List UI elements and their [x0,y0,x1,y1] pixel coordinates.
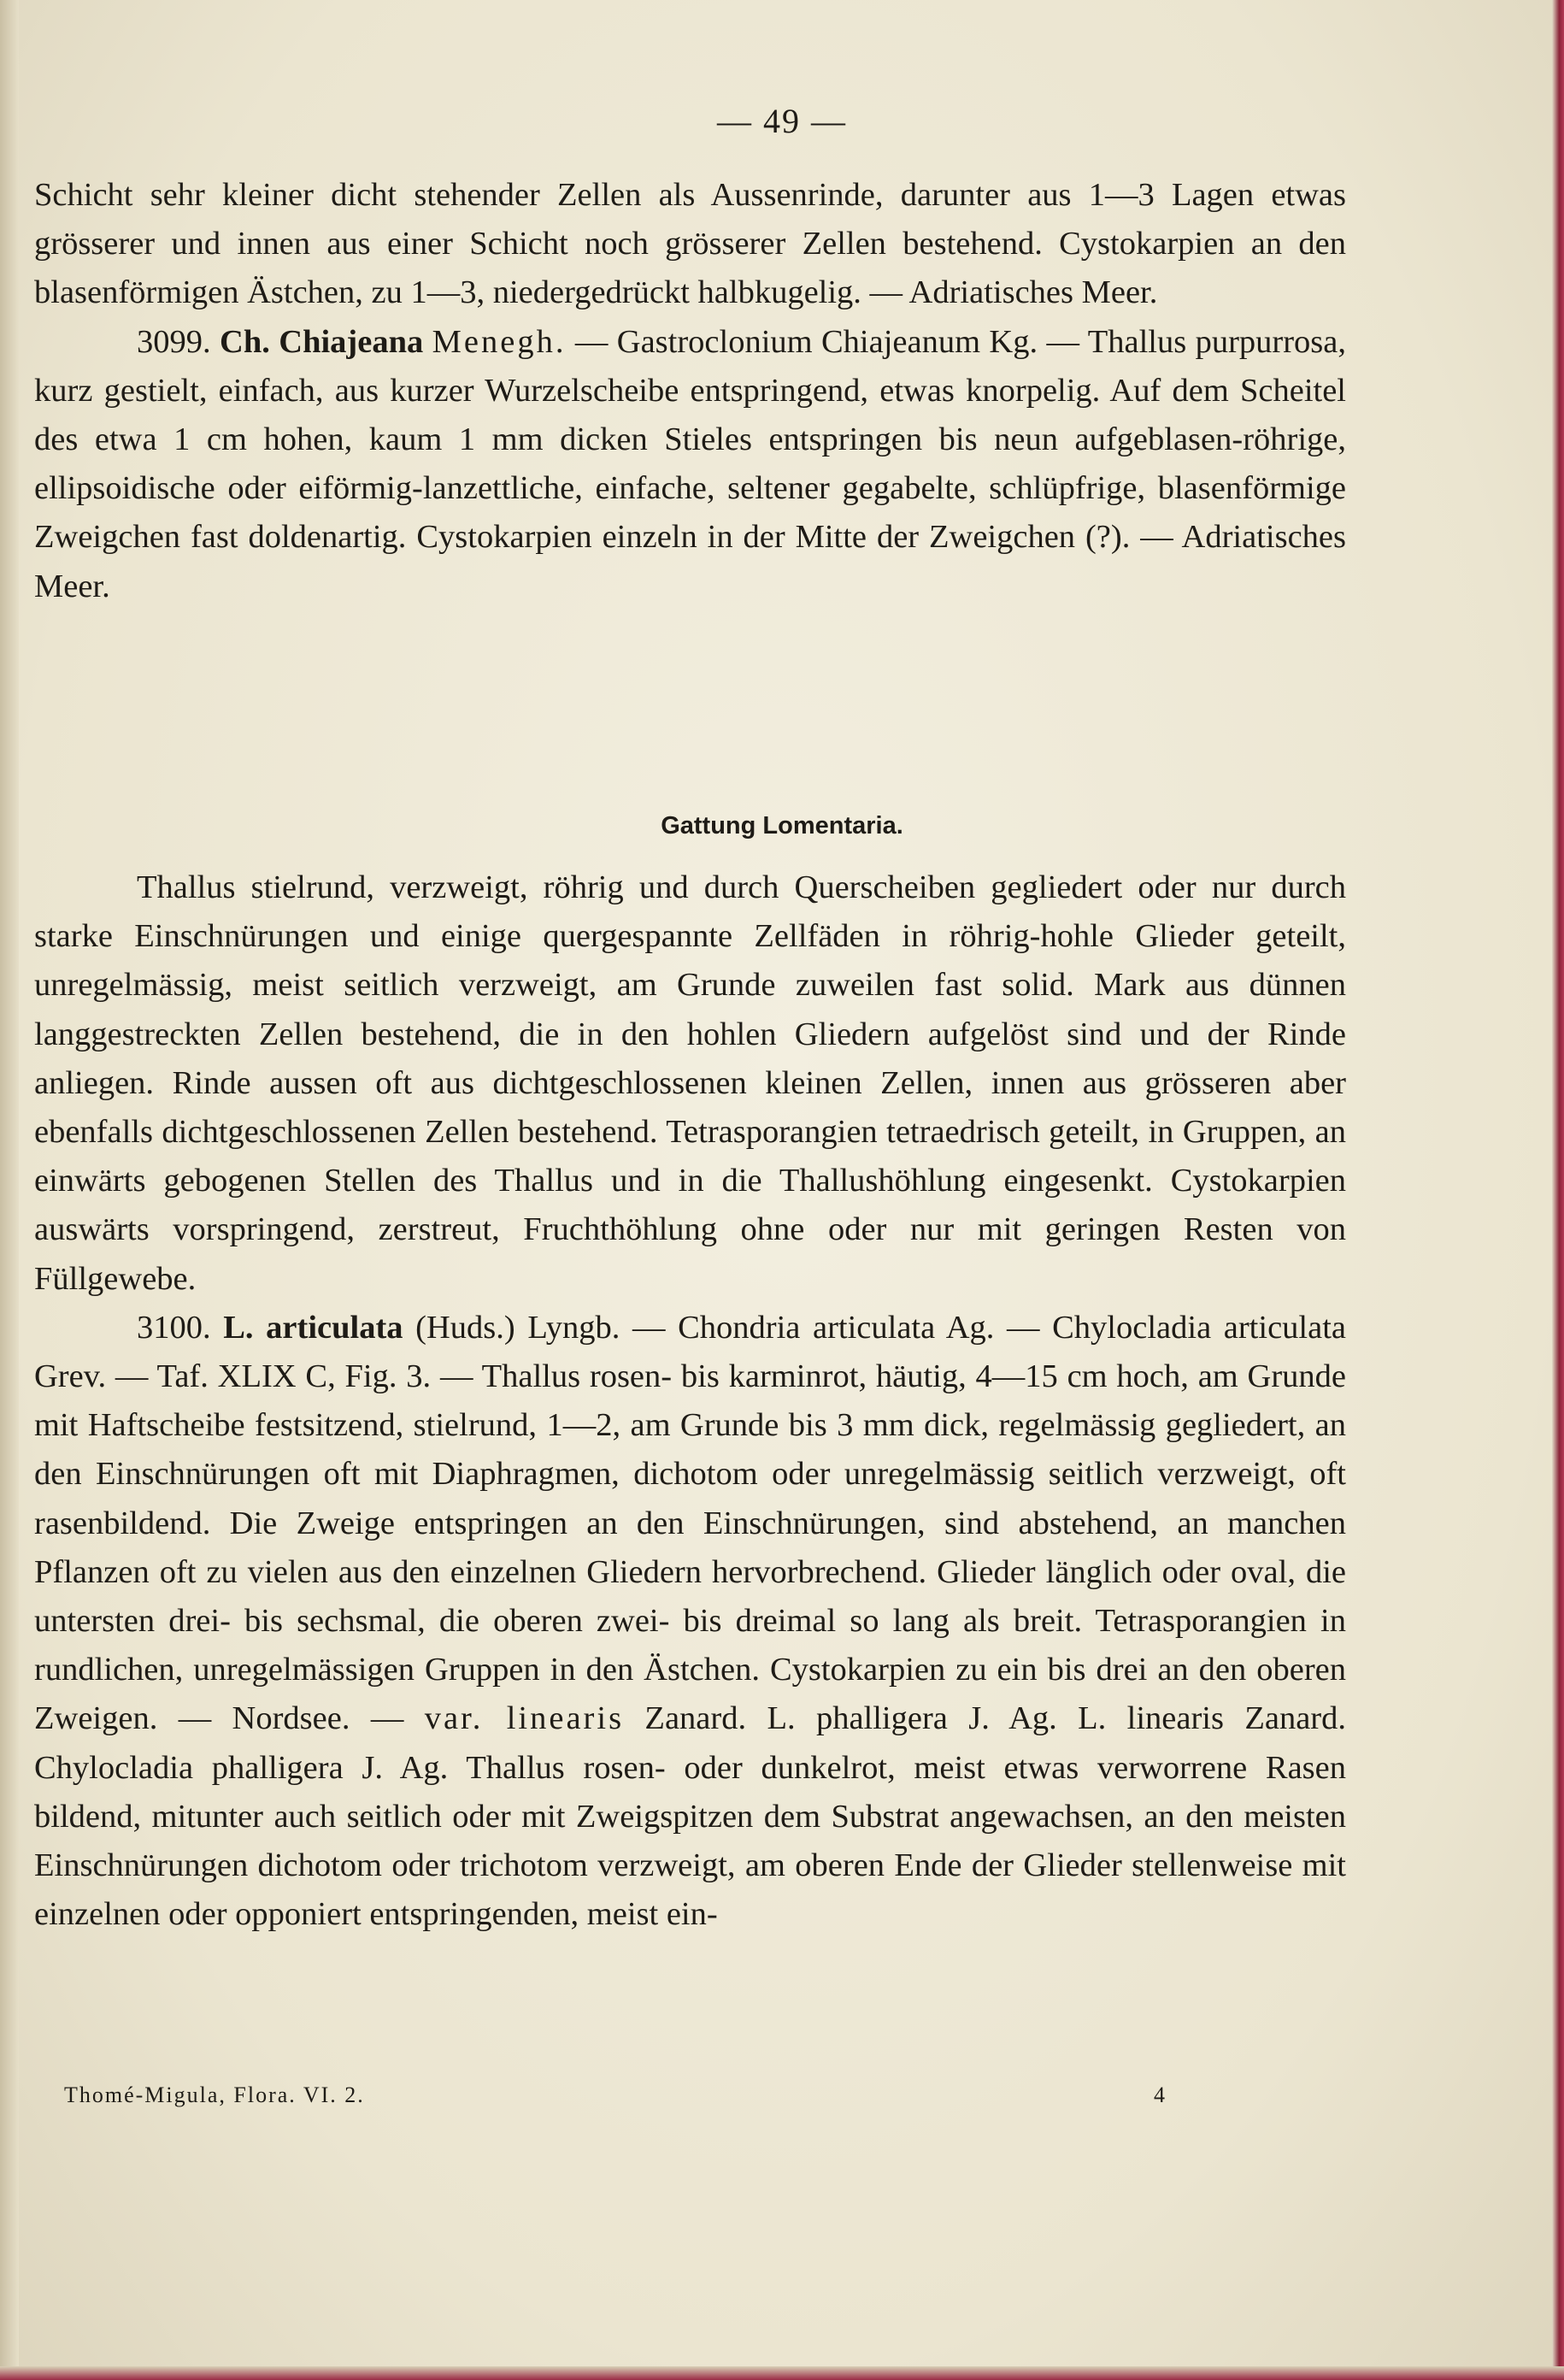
upper-text-block [34,171,1346,611]
species-entry-3100 [34,1304,1346,1940]
species-name: L. articulata [223,1309,403,1346]
entry-number: 3099. [137,323,211,360]
binding-shadow [0,0,19,2380]
genus-heading: Gattung Lomentaria. [661,812,903,839]
continuation-paragraph: Schicht sehr kleiner dicht stehender Zellen als Aussenrinde, darunter aus 1—3 Lagen etwas grösserer und innen aus einer Schicht noch grösserer Zellen bestehend. Cystokarpien an den blasenförmigen Ästchen, zu 1—3, niedergedrückt halbkugelig. — Adriatisches Meer. [34,177,1346,311]
lower-text-block [34,863,1346,1939]
species-entry-3099 [34,318,1346,611]
variety-name: var. linearis [424,1700,625,1737]
page-edge-right [1552,0,1564,2380]
page-edge-bottom [0,2366,1564,2380]
footer-source: Thomé-Migula, Flora. VI. 2. [64,2082,365,2107]
species-name: Ch. Chiajeana [220,323,424,360]
page-number: — 49 — [717,102,847,140]
genus-description: Thallus stielrund, verzweigt, röhrig und durch Querscheiben gegliedert oder nur durch starke Einschnürungen und einige quergespannte Zellfäden in röhrig-hohle Glieder geteilt, unregelmässig, meist seitlich verzweigt, am Grunde zuweilen fast solid. Mark aus dünnen langgestreckten Zellen bestehend, die in den hohlen Gliedern aufgelöst sind und der Rinde anliegen. Rinde aussen oft aus dichtgeschlossenen kleinen Zellen, innen aus grösseren aber ebenfalls dichtgeschlossenen Zellen bestehend. Tetrasporangien tetraedrisch geteilt, in Gruppen, an einwärts gebogenen Stellen des Thallus und in die Thallushöhlung eingesenkt. Cystokarpien auswärts vorspringend, zerstreut, Fruchthöhlung ohne oder nur mit geringen Resten von Füllgewebe. [34,869,1346,1297]
species-description: (Huds.) Lyngb. — Chondria articulata Ag. — Chylocladia articulata Grev. — Taf. XLIX C, Fig. 3. — Thallus rosen- bis karminrot, häutig, 4—15 cm hoch, am Grunde mit Haftscheibe festsitzend, stielrund, 1—2, am Grunde bis 3 mm dick, regelmässig gegliedert, an den Einschnürungen oft mit Diaphragmen, dichotom oder unregelmässig seitlich verzweigt, oft rasenbildend. Die Zweige entspringen an den Einschnürungen, sind abstehend, an manchen Pflanzen oft zu vielen aus den einzelnen Gliedern hervorbrechend. Glieder länglich oder oval, die untersten drei- bis sechsmal, die oberen zwei- bis dreimal so lang als breit. Tetrasporangien in rundlichen, unregelmässigen Gruppen in den Ästchen. Cystokarpien zu ein bis drei an den oberen Zweigen. — Nordsee. — [34,1309,1346,1737]
variety-description: Zanard. L. phalligera J. Ag. L. linearis Zanard. Chylocladia phalligera J. Ag. Thallus rosen- oder dunkelrot, meist etwas verworrene Rasen bildend, mitunter auch seitlich oder mit Zweigspitzen dem Substrat angewachsen, an den meisten Einschnürungen dichotom oder trichotom verzweigt, am oberen Ende der Glieder stellenweise mit einzelnen oder opponiert entspringenden, meist ein- [34,1700,1346,1933]
species-description: — Gastroclonium Chiajeanum Kg. — Thallus purpurrosa, kurz gestielt, einfach, aus kurzer Wurzelscheibe entspringend, etwas knorpelig. Auf dem Scheitel des etwa 1 cm hohen, kaum 1 mm dicken Stieles entspringen bis neun aufgeblasen-röhrige, ellipsoidische oder eiförmig-lanzettliche, einfache, seltener gegabelte, schlüpfrige, blasenförmige Zweigchen fast doldenartig. Cystokarpien einzeln in der Mitte der Zweigchen (?). — Adriatisches Meer. [34,323,1347,604]
species-author: Menegh. [432,323,567,360]
entry-number: 3100. [137,1309,211,1346]
footer-signature: 4 [1154,2082,1165,2107]
